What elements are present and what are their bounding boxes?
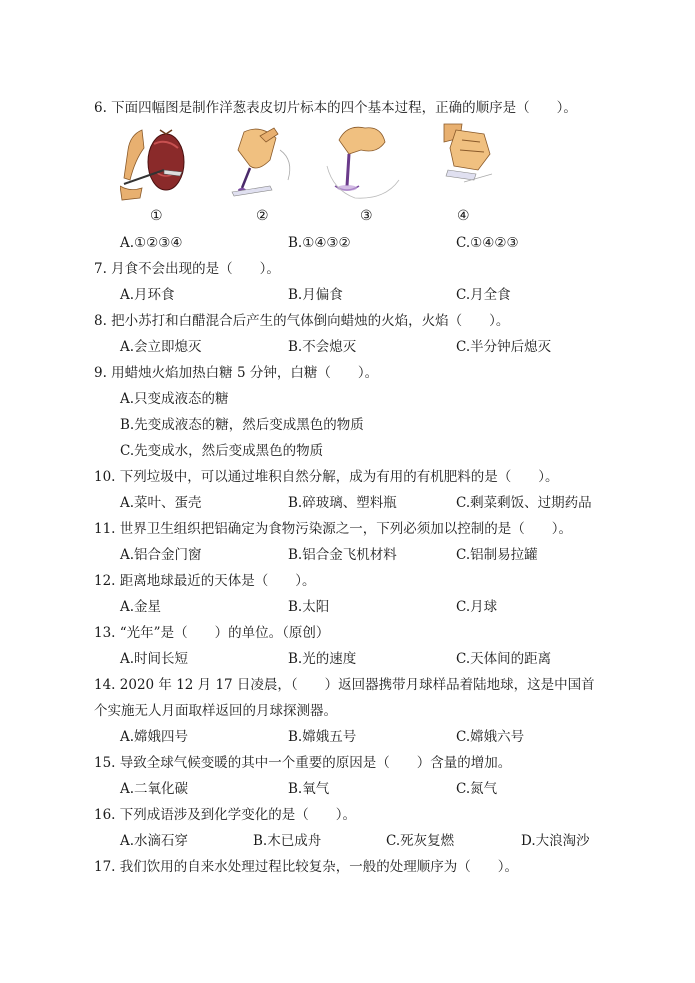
q14-option-a: A.嫦娥四号 [120,729,189,745]
q7-option-a: A.月环食 [120,287,175,303]
question-7: 7. 月食不会出现的是（ ）。 [94,261,280,277]
q8-option-a: A.会立即熄灭 [120,339,202,355]
q6-option-a: A.①②③④ [120,235,183,251]
q13-option-b: B.光的速度 [288,651,357,667]
question-12: 12. 距离地球最近的天体是（ ）。 [94,573,316,589]
q10-option-a: A.菜叶、蛋壳 [120,495,202,511]
cover-slip-illustration [440,120,498,190]
q14-option-b: B.嫦娥五号 [288,729,357,745]
figure-label-3: ③ [360,208,373,224]
figure-label-2: ② [256,208,269,224]
question-9: 9. 用蜡烛火焰加热白糖 5 分钟，白糖（ ）。 [94,365,379,381]
q13-option-a: A.时间长短 [120,651,189,667]
q14-option-c: C.嫦娥六号 [456,729,525,745]
hand-slide-illustration [230,120,302,202]
q12-option-a: A.金星 [120,599,162,615]
figure-4-cover-slip [440,120,498,190]
q8-option-b: B.不会熄灭 [288,339,357,355]
q16-option-a: A.水滴石穿 [120,833,189,849]
q7-option-c: C.月全食 [456,287,511,303]
q6-option-b: B.①④③② [288,235,351,251]
question-6: 6. 下面四幅图是制作洋葱表皮切片标本的四个基本过程，正确的顺序是（ ）。 [94,100,577,116]
q12-option-b: B.太阳 [288,599,330,615]
q16-option-c: C.死灰复燃 [386,833,455,849]
q12-option-c: C.月球 [456,599,498,615]
question-10: 10. 下列垃圾中，可以通过堆积自然分解，成为有用的有机肥料的是（ ）。 [94,469,559,485]
figure-label-1: ① [150,208,163,224]
question-16: 16. 下列成语涉及到化学变化的是（ ）。 [94,807,357,823]
q15-option-a: A.二氧化碳 [120,781,189,797]
q11-option-b: B.铝合金飞机材料 [288,547,397,563]
question-13: 13. “光年”是（ ）的单位。（原创） [94,625,330,641]
figure-3-drop-water [325,120,407,202]
q9-option-c: C.先变成水，然后变成黑色的物质 [120,443,324,459]
q10-option-b: B.碎玻璃、塑料瓶 [288,495,397,511]
dropper-illustration [325,120,407,202]
q6-option-c: C.①④②③ [456,235,519,251]
q11-option-a: A.铝合金门窗 [120,547,202,563]
q11-option-c: C.铝制易拉罐 [456,547,538,563]
q13-option-c: C.天体间的距离 [456,651,552,667]
q9-option-b: B.先变成液态的糖，然后变成黑色的物质 [120,417,364,433]
q16-option-b: B.木已成舟 [253,833,322,849]
q10-option-c: C.剩菜剩饭、过期药品 [456,495,592,511]
q15-option-c: C.氮气 [456,781,498,797]
question-11: 11. 世界卫生组织把铝确定为食物污染源之一，下列必须加以控制的是（ ）。 [94,521,573,537]
question-8: 8. 把小苏打和白醋混合后产生的气体倒向蜡烛的火焰，火焰（ ）。 [94,313,510,329]
q16-option-d: D.大浪淘沙 [521,833,590,849]
q8-option-c: C.半分钟后熄灭 [456,339,552,355]
figure-label-4: ④ [457,208,470,224]
question-15: 15. 导致全球气候变暖的其中一个重要的原因是（ ）含量的增加。 [94,755,512,771]
q15-option-b: B.氧气 [288,781,330,797]
q9-option-a: A.只变成液态的糖 [120,391,229,407]
q7-option-b: B.月偏食 [288,287,343,303]
question-17: 17. 我们饮用的自来水处理过程比较复杂，一般的处理顺序为（ ）。 [94,859,519,875]
figure-1-onion-cut [120,120,200,202]
figure-2-slide-prep [230,120,302,202]
question-14: 14. 2020 年 12 月 17 日凌晨，（ ）返回器携带月球样品着陆地球，这是中国首 [94,677,595,693]
question-14-continued: 个实施无人月面取样返回的月球探测器。 [94,703,337,719]
onion-knife-illustration [120,120,200,202]
